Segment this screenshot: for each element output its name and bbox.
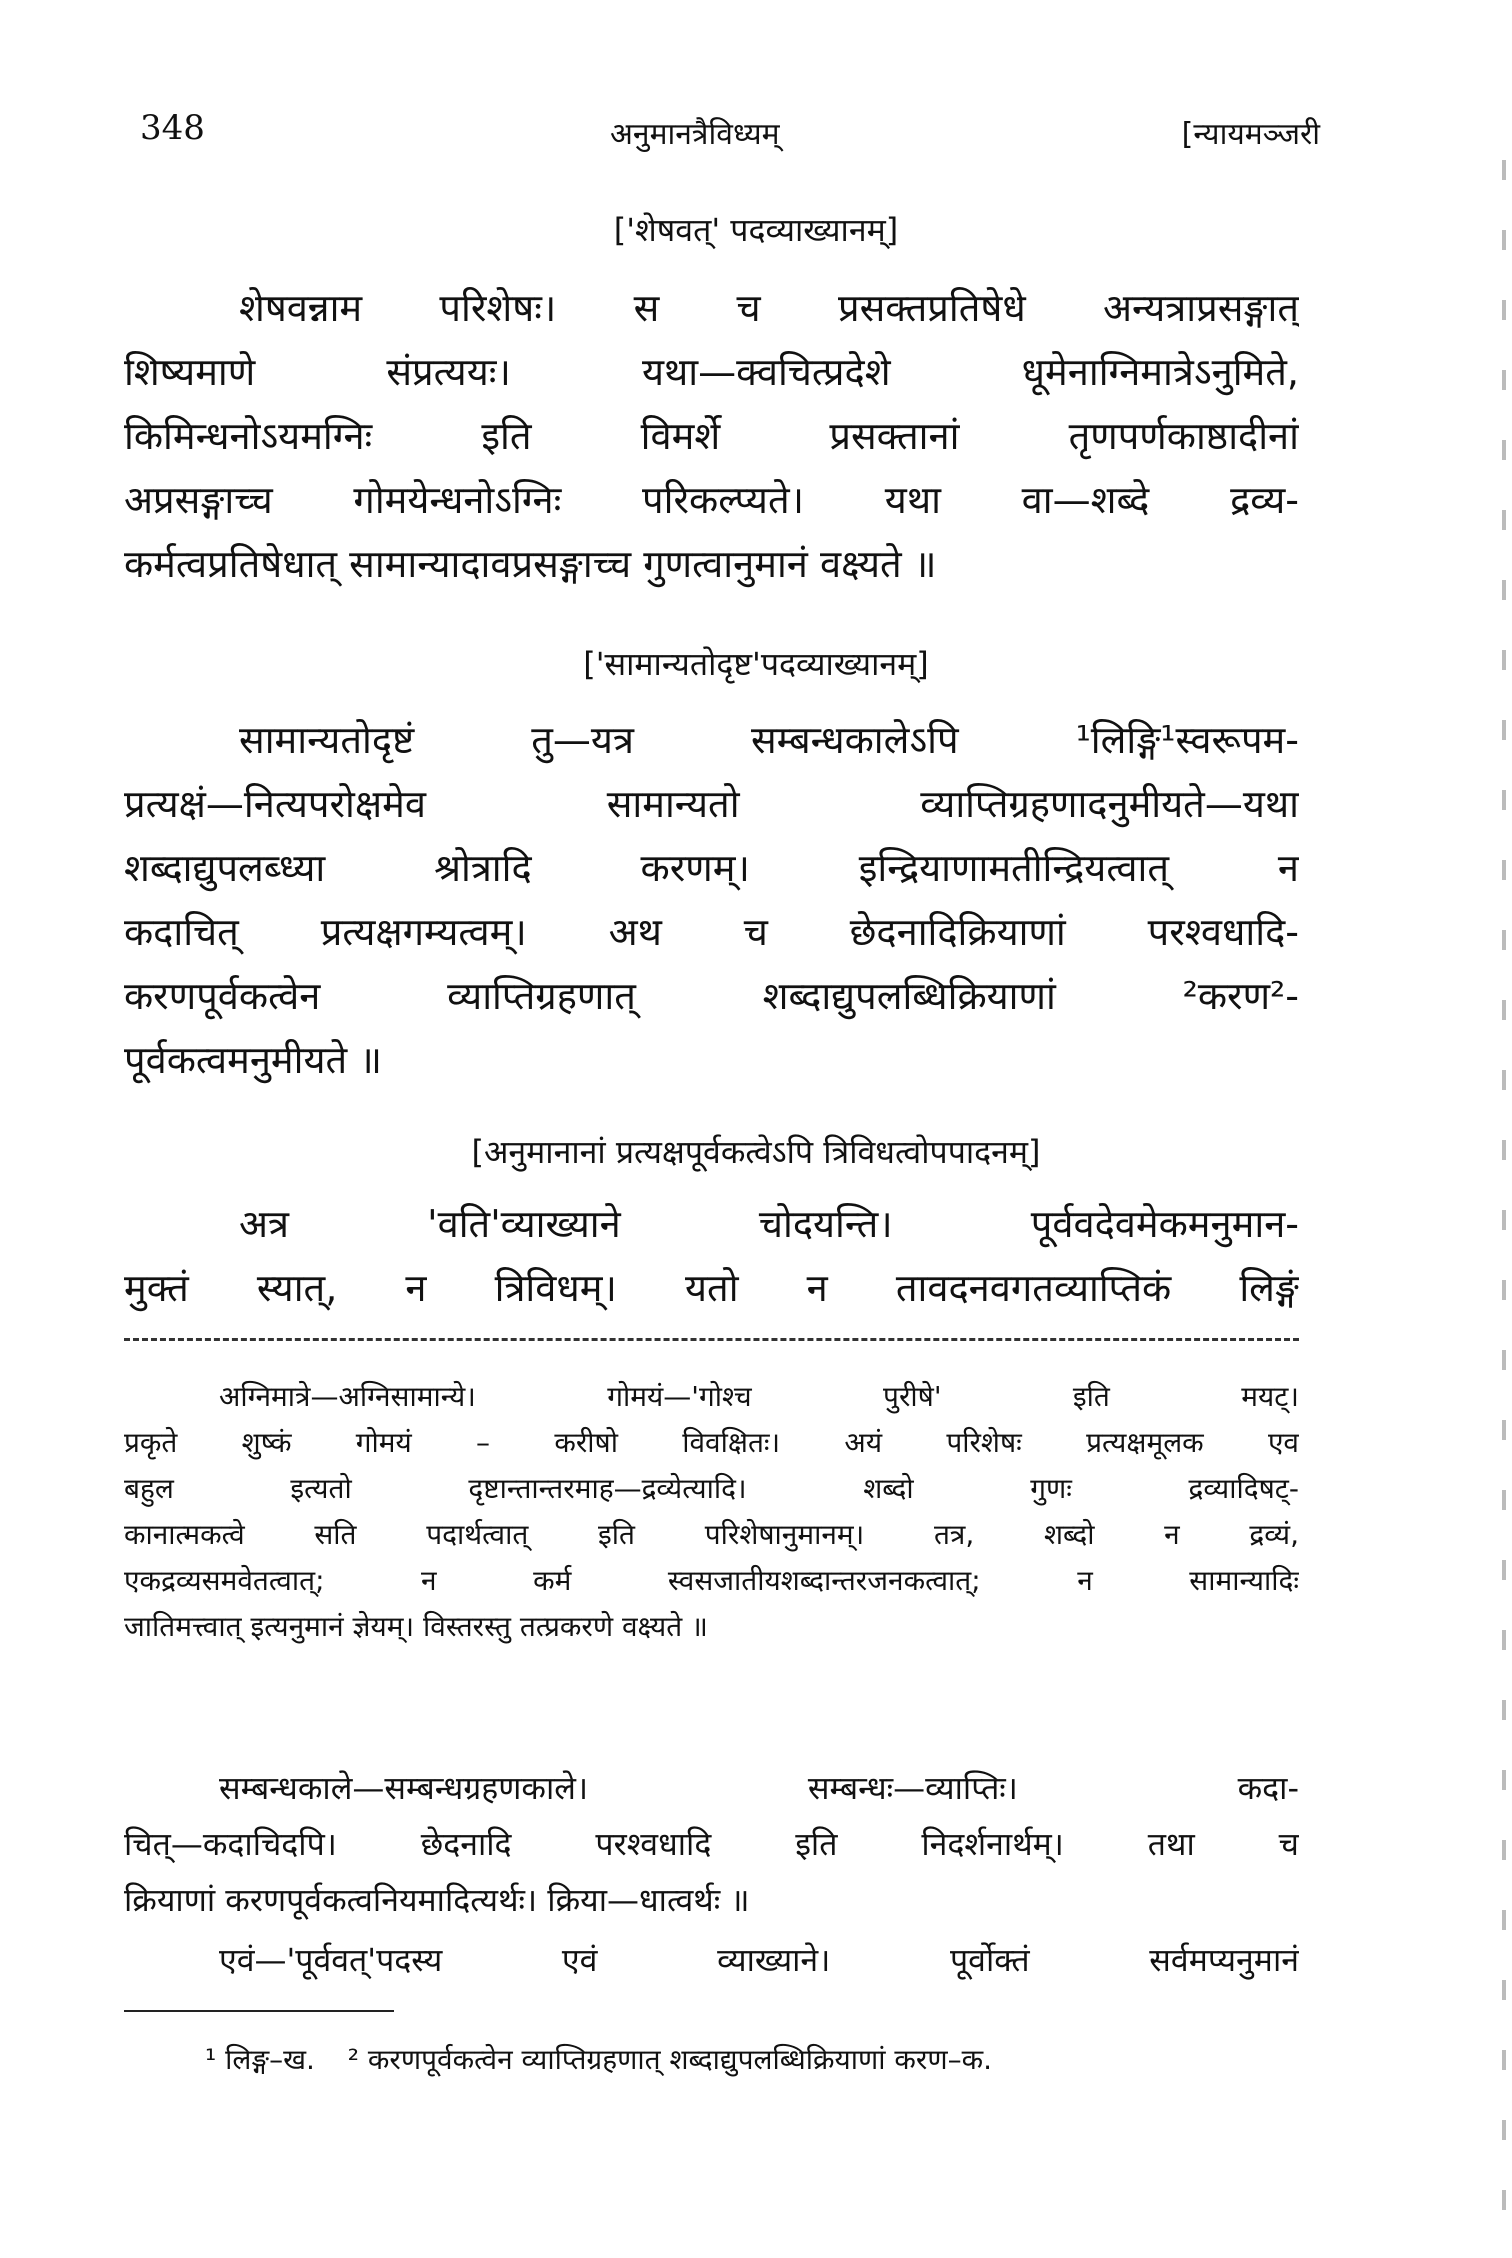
note-line: प्रकृते शुष्कं गोमयं – करीषो विवक्षितः। अयं परिशेषः प्रत्यक्षमूलक एव [124,1426,1299,1459]
footnote-1: ¹ लिङ्ग–ख. [205,2043,315,2076]
main-paragraph [124,708,1299,1092]
page-header [140,108,1320,158]
note-line: एवं—'पूर्ववत्'पदस्य एवं व्याख्याने। पूर्वोक्तं सर्वमप्यनुमानं [219,1941,1299,1979]
text-line: मुक्तं स्यात्, न त्रिविधम्। यतो न तावदनवगतव्याप्तिकं लिङ्गं [124,1266,1299,1310]
note-line: सम्बन्धकाले—सम्बन्धग्रहणकाले। सम्बन्धः—व्याप्तिः। कदा- [219,1769,1299,1807]
page-number: 348 [140,108,205,148]
text-line: शिष्यमाणे संप्रत्ययः। यथा—क्वचित्प्रदेशे धूमेनाग्निमात्रेऽनुमिते, [124,350,1299,394]
footnotes [205,2040,1305,2078]
main-paragraph [124,1192,1299,1320]
book-title: [न्यायमञ्जरी [1181,117,1320,152]
section-heading: ['सामान्यतोदृष्ट'पदव्याख्यानम्] [583,645,929,683]
text-line: प्रत्यक्षं—नित्यपरोक्षमेव सामान्यतो व्याप्तिग्रहणादनुमीयते—यथा [124,782,1299,826]
text-line: शेषवन्नाम परिशेषः। स च प्रसक्तप्रतिषेधे अन्यत्राप्रसङ्गात् [239,286,1299,330]
section-heading: [अनुमानानां प्रत्यक्षपूर्वकत्वेऽपि त्रिविधत्वोपपादनम्] [471,1133,1041,1171]
note-line: क्रियाणां करणपूर्वकत्वनियमादित्यर्थः। क्रिया—धात्वर्थः ॥ [124,1881,750,1919]
note-line: एकद्रव्यसमवेतत्वात्; न कर्म स्वसजातीयशब्दान्तरजनकत्वात्; न सामान्यादिः [124,1564,1299,1597]
footnote-2: ² करणपूर्वकत्वेन व्याप्तिग्रहणात् शब्दाद्युपलब्धिक्रियाणां करण–क. [347,2043,992,2076]
commentary-paragraph [124,1932,1299,1988]
note-line: अग्निमात्रे—अग्निसामान्ये। गोमयं—'गोश्च पुरीषे' इति मयट्। [219,1380,1299,1413]
text-line: कर्मत्वप्रतिषेधात् सामान्यादावप्रसङ्गाच्च गुणत्वानुमानं वक्ष्यते ॥ [124,542,937,586]
note-line: कानात्मकत्वे सति पदार्थत्वात् इति परिशेषानुमानम्। तत्र, शब्दो न द्रव्यं, [124,1518,1299,1551]
text-line: कदाचित् प्रत्यक्षगम्यत्वम्। अथ च छेदनादिक्रियाणां परश्वधादि- [124,910,1299,954]
text-line: किमिन्धनोऽयमग्निः इति विमर्शे प्रसक्तानां तृणपर्णकाष्ठादीनां [124,414,1299,458]
text-line: करणपूर्वकत्वेन व्याप्तिग्रहणात् शब्दाद्युपलब्धिक्रियाणां ²करण²- [124,974,1299,1018]
notes-separator [124,1338,1299,1341]
footnote-rule [124,2010,394,2012]
note-line: बहुल इत्यतो दृष्टान्तान्तरमाह—द्रव्येत्यादि। शब्दो गुणः द्रव्यादिषट्- [124,1472,1299,1505]
main-paragraph [124,276,1299,596]
text-line: शब्दाद्युपलब्ध्या श्रोत्रादि करणम्। इन्द्रियाणामतीन्द्रियत्वात् न [124,846,1299,890]
text-line: अप्रसङ्गाच्च गोमयेन्धनोऽग्निः परिकल्प्यते। यथा वा—शब्दे द्रव्य- [124,478,1299,522]
note-line: जातिमत्त्वात् इत्यनुमानं ज्ञेयम्। विस्तरस्तु तत्प्रकरणे वक्ष्यते ॥ [124,1610,708,1643]
text-line: सामान्यतोदृष्टं तु—यत्र सम्बन्धकालेऽपि ¹लिङ्गि¹स्वरूपम- [239,718,1299,762]
section-heading: ['शेषवत्' पदव्याख्यानम्] [613,211,899,249]
scan-edge-marks [1502,160,1506,2220]
running-title: अनुमानत्रैविध्यम् [610,117,780,152]
text-line: पूर्वकत्वमनुमीयते ॥ [124,1038,383,1082]
note-line: चित्—कदाचिदपि। छेदनादि परश्वधादि इति निदर्शनार्थम्। तथा च [124,1825,1299,1863]
commentary-paragraph [124,1760,1299,1928]
text-line: अत्र 'वति'व्याख्याने चोदयन्ति। पूर्ववदेवमेकमनुमान- [239,1202,1299,1246]
commentary-paragraph [124,1374,1299,1650]
